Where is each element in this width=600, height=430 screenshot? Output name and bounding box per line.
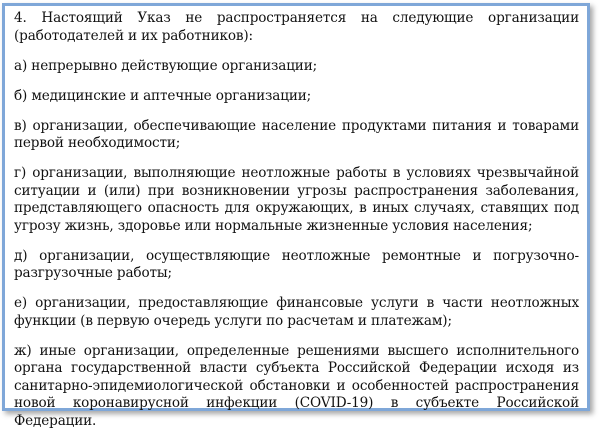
list-item-g: г) организации, выполняющие неотложные работы в условиях чрезвычайной ситуации и (или) при возникновении угрозы распространения заболевания, представляющего опасность для окружающих, в иных случаях, ставящих под угрозу жизнь, здоровье или нормальные жизненные условия населения; <box>14 165 579 235</box>
document-frame <box>2 3 590 411</box>
list-item-zh: ж) иные организации, определенные решениями высшего исполнительного органа государственной власти субъекта Российской Федерации исходя из санитарно-эпидемиологической обстановки и особенностей распространения новой коронавирусной инфекции (COVID-19) в субъекте Российской Федерации. <box>14 343 579 430</box>
list-item-e: е) организации, предоставляющие финансовые услуги в части неотложных функции (в первую очередь услуги по расчетам и платежам); <box>14 295 579 330</box>
list-item-a: а) непрерывно действующие организации; <box>14 58 579 76</box>
list-item-v: в) организации, обеспечивающие население продуктами питания и товарами первой необходимости; <box>14 118 579 153</box>
intro-paragraph: 4. Настоящий Указ не распространяется на следующие организации (работодателей и их работников): <box>14 10 579 45</box>
list-item-b: б) медицинские и аптечные организации; <box>14 88 579 106</box>
list-item-d: д) организации, осуществляющие неотложные ремонтные и погрузочно-разгрузочные работы; <box>14 248 579 283</box>
